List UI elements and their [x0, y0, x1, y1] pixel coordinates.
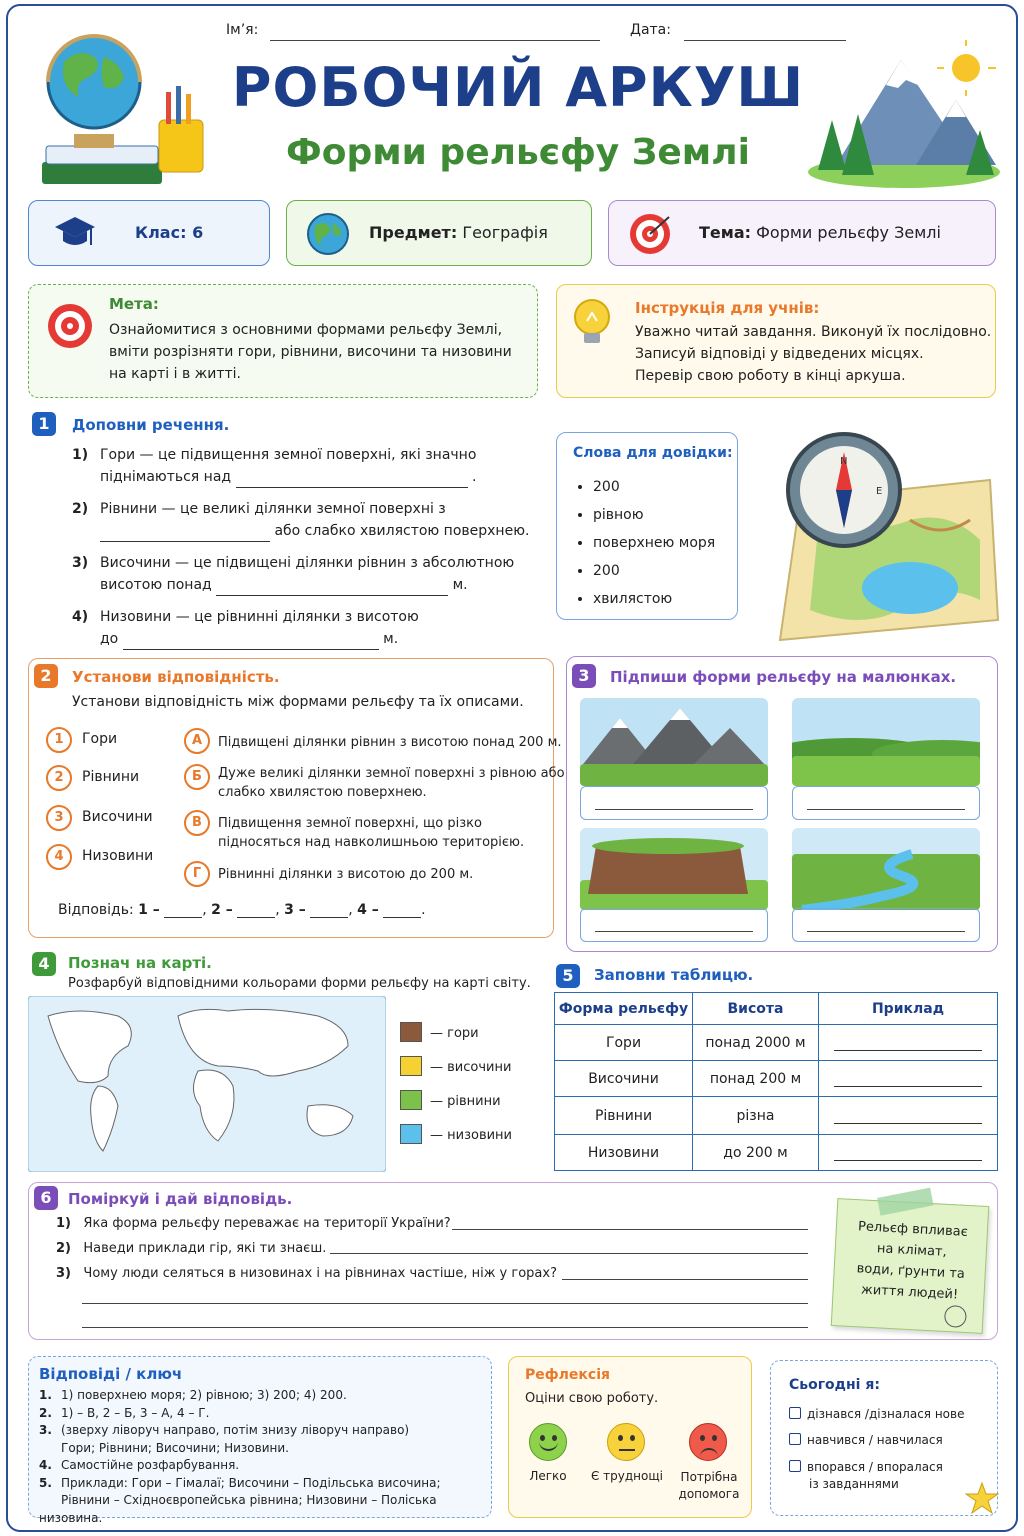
- task1-answer-2[interactable]: [100, 541, 270, 542]
- subject-label: Предмет:: [369, 223, 458, 242]
- globe-icon: [305, 211, 351, 257]
- example-field[interactable]: [819, 1135, 998, 1171]
- svg-text:E: E: [876, 486, 883, 497]
- target-icon: [45, 301, 95, 351]
- smiley-icon: [944, 1305, 967, 1328]
- checkbox[interactable]: [789, 1460, 801, 1472]
- reflection-intro: Оціни свою роботу.: [525, 1391, 659, 1406]
- instructions-card: [556, 284, 996, 398]
- star-icon: [965, 1481, 999, 1515]
- word-item: • поверхнею моря: [593, 529, 715, 557]
- task2-intro: Установи відповідність між формами рельєфу та їх описами.: [72, 694, 524, 710]
- match-answer-4[interactable]: [383, 917, 421, 918]
- table-row: Височини понад 200 м: [555, 1061, 998, 1097]
- match-letter: В: [184, 810, 210, 836]
- task1-title: Доповни речення.: [72, 416, 230, 434]
- face-label: Потрібна допомога: [678, 1470, 740, 1501]
- smile-face-button[interactable]: [529, 1423, 567, 1461]
- lightbulb-icon: [571, 297, 613, 351]
- task1-items: [72, 444, 542, 660]
- grade-card: [28, 200, 270, 266]
- globe-books-illustration: [34, 22, 214, 192]
- legend-swatch-plains: [400, 1090, 422, 1110]
- legend-label: — низовини: [430, 1128, 513, 1143]
- question-1: 1) Яка форма рельєфу переважає на території України?: [56, 1216, 451, 1231]
- word-item: • 200: [593, 473, 715, 501]
- match-term: Низовини: [82, 848, 154, 864]
- answer-field-3[interactable]: [562, 1279, 808, 1280]
- match-letter: А: [184, 728, 210, 754]
- task5-title: Заповни таблицю.: [594, 966, 754, 984]
- question-3: 3) Чому люди селяться в низовинах і на рівнинах частіше, ніж у горах?: [56, 1266, 557, 1281]
- instructions-title: Інструкція для учнів:: [635, 299, 820, 317]
- page-subtitle: Форми рельєфу Землі: [286, 132, 750, 173]
- table-row: Низовини до 200 м: [555, 1135, 998, 1171]
- name-field[interactable]: [270, 40, 600, 41]
- goal-card: [28, 284, 538, 398]
- plateau-picture: [580, 828, 768, 910]
- match-description: Дуже великі ділянки земної поверхні з рівною або слабко хвилястою поверхнею.: [218, 766, 565, 800]
- graduation-cap-icon: [53, 213, 97, 255]
- task1-item: 2) Рівнини — це великі ділянки земної поверхні з або слабко хвилястою поверхнею.: [72, 498, 542, 552]
- wordbank-card: [556, 432, 738, 620]
- match-number: 3: [46, 805, 72, 831]
- mountains-picture: [580, 698, 768, 786]
- match-description: Підвищені ділянки рівнин з висотою понад 200 м.: [218, 735, 562, 750]
- task1-item: 1) Гори — це підвищення земної поверхні, які значно піднімаються над .: [72, 444, 542, 498]
- lowland-river-picture: [792, 828, 980, 910]
- subject-card: [286, 200, 592, 266]
- today-title: Сьогодні я:: [789, 1377, 880, 1393]
- legend-swatch-mountains: [400, 1022, 422, 1042]
- neutral-face-button[interactable]: [607, 1423, 645, 1461]
- task3-number: 3: [572, 664, 596, 688]
- task1-item: 4) Низовини — це рівнинні ділянки з висотою до м.: [72, 606, 542, 660]
- question-2: 2) Наведи приклади гір, які ти знаєш.: [56, 1241, 327, 1256]
- table-row: Гори понад 2000 м: [555, 1025, 998, 1061]
- compass-map-illustration: [760, 430, 1000, 644]
- topic-value: Форми рельєфу Землі: [756, 223, 941, 242]
- subject-value: Географія: [462, 223, 548, 242]
- match-letter: Г: [184, 861, 210, 887]
- today-item-2[interactable]: навчився / навчилася: [789, 1433, 943, 1447]
- task6-title: Поміркуй і дай відповідь.: [68, 1190, 293, 1208]
- legend-label: — рівнини: [430, 1094, 501, 1109]
- grade-value: 6: [192, 223, 204, 242]
- face-label: Є труднощі: [590, 1469, 664, 1483]
- answer-field-2[interactable]: [330, 1253, 808, 1254]
- today-card: [770, 1360, 998, 1516]
- picture-label-box-3[interactable]: [580, 908, 768, 942]
- match-answer-3[interactable]: [310, 917, 348, 918]
- match-number: 1: [46, 727, 72, 753]
- face-label: Легко: [529, 1469, 567, 1483]
- task1-number: 1: [32, 412, 56, 436]
- today-item-1[interactable]: дізнався /дізналася нове: [789, 1407, 964, 1421]
- target-icon: [627, 211, 673, 257]
- word-item: • 200: [593, 557, 715, 585]
- topic-label: Тема:: [699, 223, 752, 242]
- match-description: Рівнинні ділянки з висотою до 200 м.: [218, 867, 474, 882]
- match-letter: Б: [184, 764, 210, 790]
- wordbank-title: Слова для довідки:: [573, 445, 733, 461]
- task1-answer-3[interactable]: [216, 595, 448, 596]
- relief-table: [554, 992, 998, 1171]
- picture-label-box-1[interactable]: [580, 786, 768, 820]
- table-header: Приклад: [819, 993, 998, 1025]
- legend-swatch-lowlands: [400, 1124, 422, 1144]
- wordbank-list: [593, 473, 715, 613]
- match-number: 2: [46, 765, 72, 791]
- task6-number: 6: [34, 1186, 58, 1210]
- reflection-card: [508, 1356, 752, 1518]
- match-term: Височини: [82, 809, 153, 825]
- grade-label: Клас:: [135, 223, 187, 242]
- match-description: Підвищення земної поверхні, що різко підносяться над навколишньою територією.: [218, 816, 525, 850]
- task2-answer-row: Відповідь: 1 – , 2 – , 3 – , 4 – .: [58, 902, 426, 918]
- name-label: Ім’я:: [226, 22, 259, 38]
- goal-title: Мета:: [109, 295, 159, 313]
- goal-text: Ознайомитися з основними формами рельєфу Землі, вміти розрізняти гори, рівнини, височини та низовини на карті і в житті.: [109, 322, 512, 382]
- example-field[interactable]: [819, 1025, 998, 1061]
- table-header: Висота: [693, 993, 819, 1025]
- answer-field-1[interactable]: [452, 1229, 808, 1230]
- plains-picture: [792, 698, 980, 786]
- task1-answer-4[interactable]: [123, 649, 379, 650]
- task4-title: Познач на карті.: [68, 954, 212, 972]
- task4-number: 4: [32, 952, 56, 976]
- picture-label-box-2[interactable]: [792, 786, 980, 820]
- answer-key-lines: 1. 1) поверхнею моря; 2) рівною; 3) 200; 4) 200. 2. 1) – В, 2 – Б, 3 – А, 4 – Г. 3. (зверху ліворуч направо, потім знизу ліворуч направо) Гори; Рівнини; Височини; Низовини. 4. Самостійне розфарбування. 5. Приклади: Гори – Гімалаї; Височини – Подільська височина; Рівнини – Східноєвропейська рівнина; Низовини – Поліська низовина.: [39, 1388, 441, 1525]
- answer-field-5[interactable]: [82, 1327, 808, 1328]
- legend-label: — височини: [430, 1060, 512, 1075]
- page-title: РОБОЧИЙ АРКУШ: [231, 56, 805, 119]
- topic-card: [608, 200, 996, 266]
- checkbox[interactable]: [789, 1433, 801, 1445]
- task1-item: 3) Височини — це підвищені ділянки рівнин з абсолютною висотою понад м.: [72, 552, 542, 606]
- world-map[interactable]: [28, 996, 386, 1172]
- checkbox[interactable]: [789, 1407, 801, 1419]
- mountains-sun-illustration: [806, 40, 1002, 188]
- match-number: 4: [46, 844, 72, 870]
- sticky-note: [831, 1198, 989, 1334]
- example-field[interactable]: [819, 1097, 998, 1135]
- match-answer-2[interactable]: [237, 917, 275, 918]
- legend-swatch-uplands: [400, 1056, 422, 1076]
- instructions-text: Уважно читай завдання. Виконуй їх послідовно. Записуй відповіді у відведених місцях. Перевір свою роботу в кінці аркуша.: [635, 324, 992, 384]
- task5-number: 5: [556, 964, 580, 988]
- match-term: Рівнини: [82, 769, 140, 785]
- match-answer-1[interactable]: [164, 917, 202, 918]
- table-header: Форма рельєфу: [555, 993, 693, 1025]
- svg-text:N: N: [840, 456, 848, 467]
- picture-label-box-4[interactable]: [792, 908, 980, 942]
- today-item-3[interactable]: впорався / впоралася із завданнями: [789, 1459, 943, 1493]
- date-label: Дата:: [630, 22, 671, 38]
- match-term: Гори: [82, 731, 118, 747]
- task2-number: 2: [34, 664, 58, 688]
- answer-field-4[interactable]: [82, 1303, 808, 1304]
- task2-title: Установи відповідність.: [72, 668, 280, 686]
- answer-key-card: [28, 1356, 492, 1525]
- legend-label: — гори: [430, 1026, 479, 1041]
- reflection-title: Рефлексія: [525, 1367, 610, 1383]
- sticky-note-text: Рельєф впливає на клімат, води, ґрунти та життя людей!: [856, 1219, 969, 1303]
- answer-key-title: Відповіді / ключ: [39, 1365, 183, 1383]
- word-item: • хвилястою: [593, 585, 715, 613]
- sad-face-button[interactable]: [689, 1423, 727, 1461]
- word-item: • рівною: [593, 501, 715, 529]
- task3-title: Підпиши форми рельєфу на малюнках.: [610, 668, 957, 686]
- task4-intro: Розфарбуй відповідними кольорами форми рельєфу на карті світу.: [68, 976, 531, 991]
- example-field[interactable]: [819, 1061, 998, 1097]
- task1-answer-1[interactable]: [236, 487, 468, 488]
- table-row: Рівнини різна: [555, 1097, 998, 1135]
